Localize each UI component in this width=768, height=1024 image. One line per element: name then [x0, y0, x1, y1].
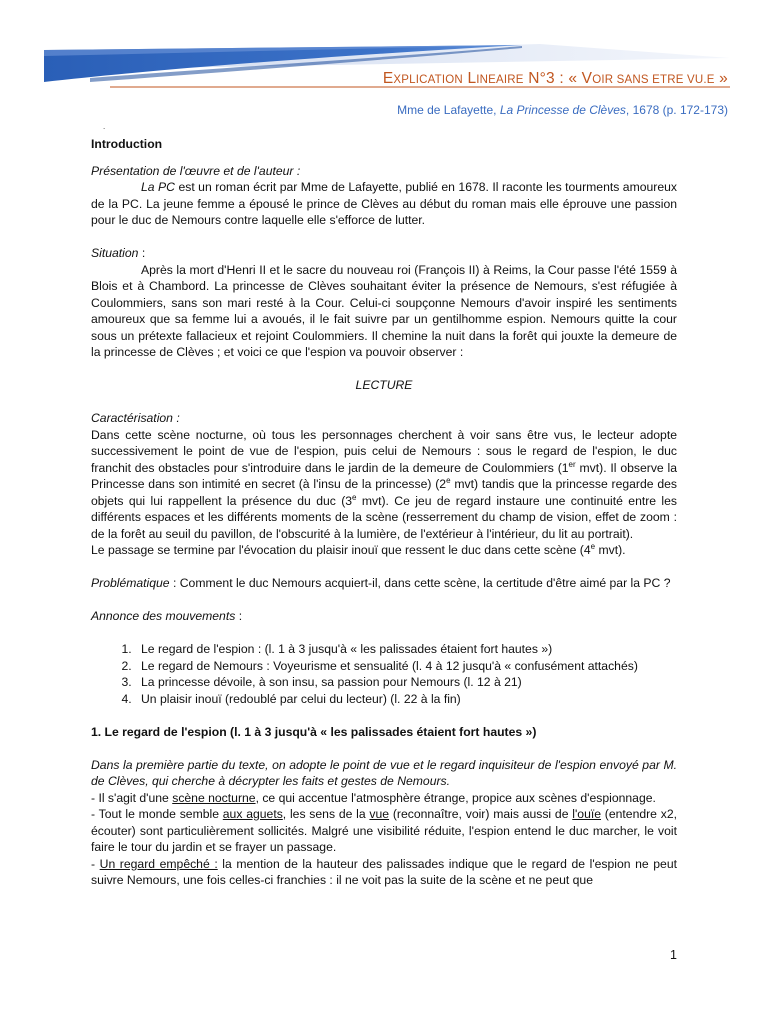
page-number: 1 — [670, 948, 677, 962]
caracterisation-label: Caractérisation : — [91, 411, 180, 425]
document-title: EXPLICATION LINEAIRE N°3 : « VOIR SANS ETRE VU.E » — [382, 70, 728, 87]
presentation-label: Présentation de l'œuvre et de l'auteur : — [91, 163, 301, 178]
document-body — [91, 136, 677, 889]
caracterisation-paragraph: Dans cette scène nocturne, où tous les personnages cherchent à voir sans être vus, le lecteur adopte successivement le point de vue de l'espion, puis celui de Nemours : sous le regard de l'espion, le duc franchit des obstacles pour s'introduire dans le jardin de la demeure de Coulommiers (1er mvt). Il observe la Princesse dans son intimité en secret (à l'insu de la princesse) (2e mvt) tandis que la princesse regarde des objets qui lui rappellent la présence du duc (3e mvt). Ce jeu de regard instaure une continuité entre les différents espaces et les différents moments de la scène (resserrement du champ de vision, effet de zoom : de la forêt au seuil du pavillon, de l'obscurité à la lumière, de l'extérieur à l'intérieur, du lit au portrait). — [91, 427, 678, 541]
list-item: 1. Le regard de l'espion : (l. 1 à 3 jusqu'à « les palissades étaient fort hautes ») — [135, 641, 677, 658]
bullet-regard-empeche: - Un regard empêché : la mention de la hauteur des palissades indique que le regard de l'espion ne peut suivre Nemours, une fois celles-ci franchies : il ne voit pas la suite de la scène et ne peut que — [91, 856, 677, 887]
bullet-nocturne: - Il s'agit d'une scène nocturne, ce qui accentue l'atmosphère étrange, propice aux scènes d'espionnage. — [91, 790, 656, 805]
list-item: 2. Le regard de Nemours : Voyeurisme et sensualité (l. 4 à 12 jusqu'à « confusément attachés) — [135, 658, 677, 675]
lecture-label: LECTURE — [355, 378, 413, 392]
section-1-intro: Dans la première partie du texte, on adopte le point de vue et le regard inquisiteur de l'espion envoyé par M. de Clèves, qui cherche à décrypter les faits et gestes de Nemours. — [91, 757, 677, 788]
situation-paragraph: Après la mort d'Henri II et le sacre du nouveau roi (François II) à Reims, la Cour passe l'été 1559 à Blois et à Chambord. La princesse de Clèves souhaitant éviter la présence de Nemours, s'est réfugiée à Coulommiers, sans son mari resté à la Cour. Celui-ci soupçonne Nemours d'avoir inspiré les sentiments amoureux que sa femme lui a avoués, il le fait suivre par un gentilhomme espion. Nemours quitte la cour sous un prétexte fallacieux et rejoint Coulommiers. Il chemine la nuit dans la forêt qui jouxte la demeure de la princesse de Clèves ; et voici ce que l'espion va pouvoir observer : — [91, 262, 677, 359]
caracterisation-ending: Le passage se termine par l'évocation du plaisir inouï que ressent le duc dans cette scène (4e mvt). — [91, 541, 626, 557]
situation-label: Situation : — [91, 246, 146, 260]
annonce-label: Annonce des mouvements : — [91, 609, 243, 623]
stray-dot: . — [103, 122, 106, 131]
intro-heading: Introduction — [91, 137, 163, 151]
list-item: 4. Un plaisir inouï (redoublé par celui du lecteur) (l. 22 à la fin) — [135, 691, 677, 708]
section-1-heading: 1. Le regard de l'espion (l. 1 à 3 jusqu'à « les palissades étaient fort hautes ») — [91, 724, 537, 739]
movements-list — [91, 641, 677, 707]
presentation-paragraph: La PC est un roman écrit par Mme de Lafayette, publié en 1678. Il raconte les tourments amoureux de la PC. La jeune femme a épousé le prince de Clèves au début du roman mais elle éprouve une passion pour le duc de Nemours contre laquelle elle s'efforce de lutter. — [91, 180, 677, 227]
problematique: Problématique : Comment le duc Nemours acquiert-il, dans cette scène, la certitude d'être aimé par la PC ? — [91, 576, 671, 590]
bullet-aguets: - Tout le monde semble aux aguets, les sens de la vue (reconnaître, voir) mais aussi de l'ouïe (entendre x2, écouter) sont particulièrement sollicités. Malgré une visibilité réduite, l'espion entend le duc marcher, le voit faire le tour du jardin et se frayer un passage. — [91, 807, 677, 854]
document-subtitle: Mme de Lafayette, La Princesse de Clèves, 1678 (p. 172-173) — [397, 103, 728, 117]
list-item: 3. La princesse dévoile, à son insu, sa passion pour Nemours (l. 12 à 21) — [135, 674, 677, 691]
